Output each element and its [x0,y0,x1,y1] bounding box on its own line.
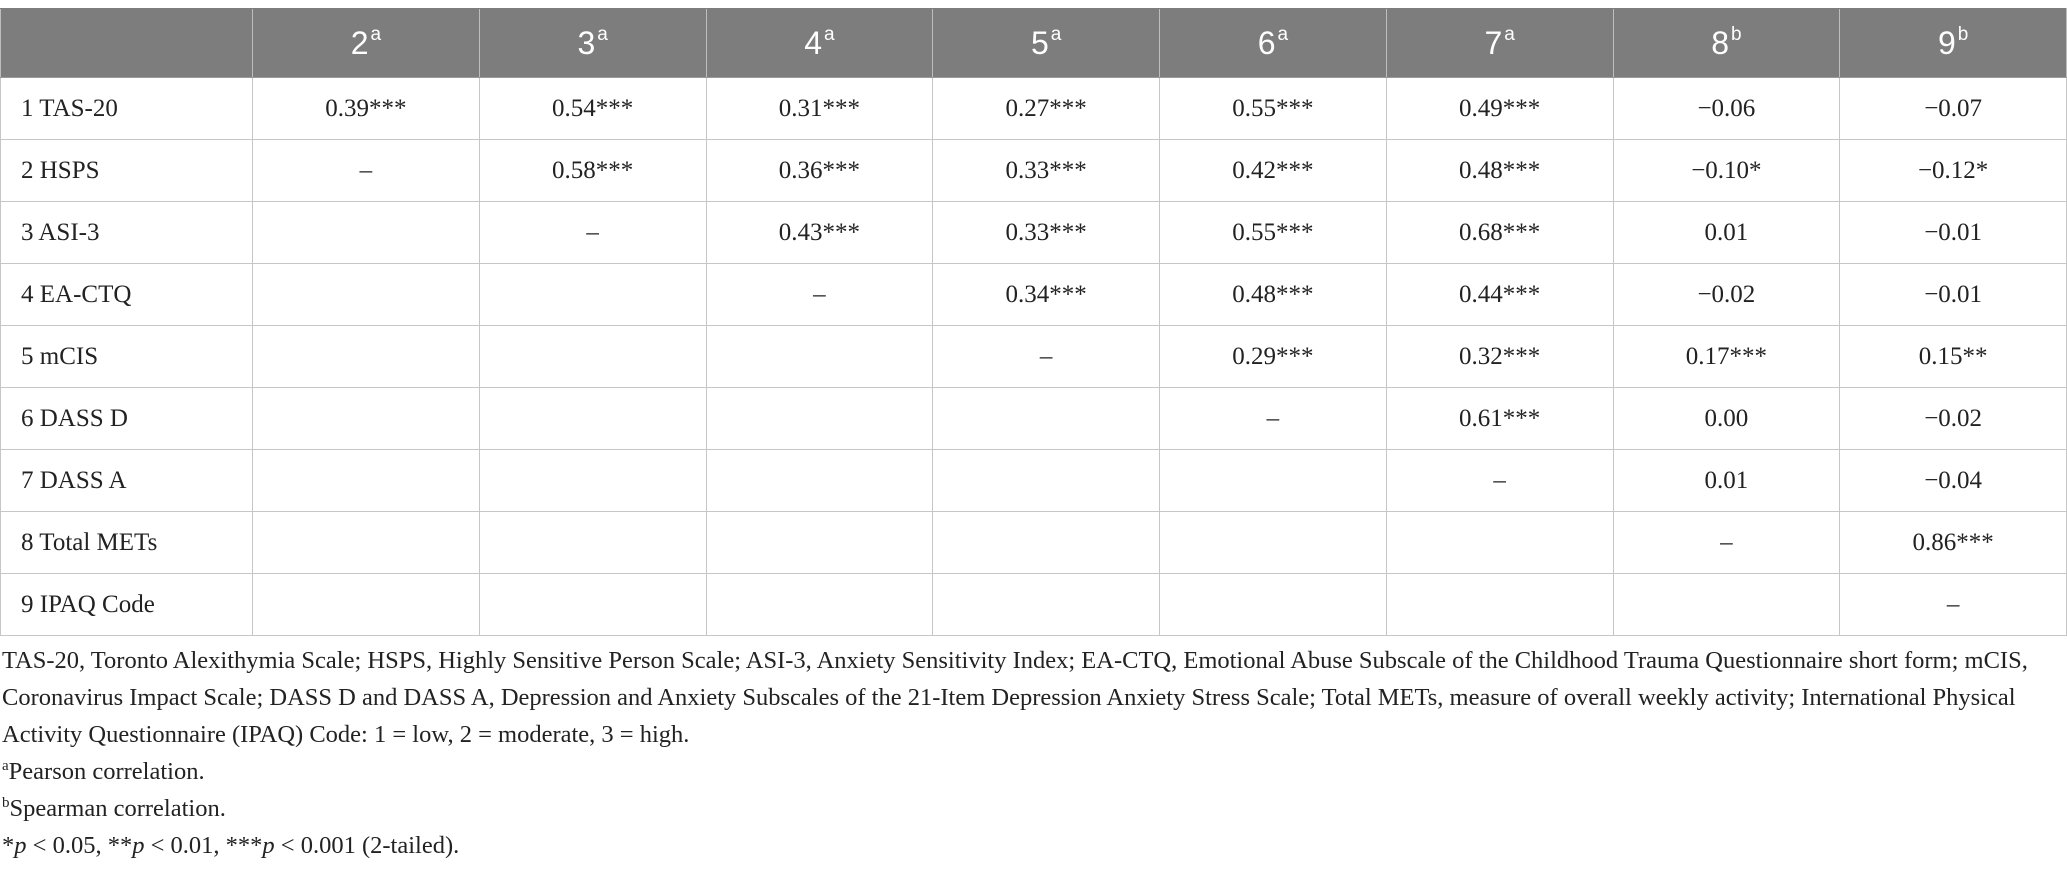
table-cell: 0.17*** [1613,326,1840,388]
table-cell [706,512,933,574]
table-cell: −0.02 [1840,388,2067,450]
table-cell [253,326,480,388]
table-cell: −0.10* [1613,140,1840,202]
table-header [1,9,2067,78]
header-col-8 [1613,9,1840,78]
table-cell: – [1160,388,1387,450]
p-symbol: p [262,832,275,859]
header-col-7 [1386,9,1613,78]
table-row [1,574,2067,636]
table-cell: 0.43*** [706,202,933,264]
row-label: 2 HSPS [1,140,253,202]
footnote-text: Spearman correlation. [9,795,226,822]
header-col-number: 3 [577,24,596,61]
table-cell: – [1386,450,1613,512]
table-cell [479,450,706,512]
table-cell: 0.86*** [1840,512,2067,574]
table-cell: −0.01 [1840,264,2067,326]
table-cell: −0.02 [1613,264,1840,326]
table-row [1,264,2067,326]
table-cell: – [479,202,706,264]
table-cell [479,264,706,326]
footnote-b [2,790,2059,827]
table-cell [706,388,933,450]
table-cell: – [706,264,933,326]
table-cell: 0.42*** [1160,140,1387,202]
table-cell: 0.36*** [706,140,933,202]
header-col-5 [933,9,1160,78]
table-cell: – [933,326,1160,388]
table-cell [933,388,1160,450]
table-row [1,450,2067,512]
row-label: 4 EA-CTQ [1,264,253,326]
sig-threshold-3: < 0.001 (2-tailed). [274,832,460,859]
correlation-table-figure [0,8,2067,864]
header-col-number: 8 [1711,24,1729,61]
table-cell: 0.01 [1613,450,1840,512]
header-col-3 [479,9,706,78]
table-cell: 0.54*** [479,78,706,140]
table-cell: 0.31*** [706,78,933,140]
footnote-mark: b [2,795,10,811]
table-row [1,326,2067,388]
p-symbol: p [132,832,145,859]
sig-stars-1: * [2,832,15,859]
table-cell: 0.44*** [1386,264,1613,326]
table-cell: −0.04 [1840,450,2067,512]
footnote-a [2,753,2059,790]
table-cell: – [253,140,480,202]
table-cell: 0.01 [1613,202,1840,264]
table-cell [479,388,706,450]
sig-threshold-2: < 0.01, [144,832,226,859]
row-label: 7 DASS A [1,450,253,512]
header-col-6 [1160,9,1387,78]
table-cell: 0.32*** [1386,326,1613,388]
table-row [1,512,2067,574]
table-cell: −0.01 [1840,202,2067,264]
table-cell: 0.68*** [1386,202,1613,264]
header-col-9 [1840,9,2067,78]
header-col-superscript: b [1730,24,1742,46]
table-cell [706,450,933,512]
abbreviations-note: TAS-20, Toronto Alexithymia Scale; HSPS, Highly Sensitive Person Scale; ASI-3, Anxiety Sensitivity Index; EA-CTQ, Emotional Abuse Subscale of the Childhood Trauma Questionnaire short form; mCIS, Coronavirus Impact Scale; DASS D and DASS A, Depression and Anxiety Subscales of the 21-Item Depression Anxiety Stress Scale; Total METs, measure of overall weekly activity; International Physical Activity Questionnaire (IPAQ) Code: 1 = low, 2 = moderate, 3 = high. [2,647,2028,748]
row-label: 9 IPAQ Code [1,574,253,636]
table-cell [479,512,706,574]
header-col-superscript: a [1277,24,1289,46]
header-col-superscript: b [1957,24,1969,46]
header-col-4 [706,9,933,78]
table-cell [253,202,480,264]
significance-note [2,827,2059,864]
header-col-superscript: a [597,24,608,46]
table-cell [933,574,1160,636]
table-cell: 0.39*** [253,78,480,140]
table-cell [706,574,933,636]
table-row [1,140,2067,202]
footnote-mark: a [2,758,9,774]
table-cell: 0.48*** [1160,264,1387,326]
table-cell: 0.00 [1613,388,1840,450]
p-symbol: p [14,832,27,859]
row-label: 8 Total METs [1,512,253,574]
table-cell: 0.27*** [933,78,1160,140]
row-label: 1 TAS-20 [1,78,253,140]
header-col-superscript: a [370,24,382,46]
table-cell: 0.55*** [1160,202,1387,264]
header-col-superscript: a [1050,24,1062,46]
sig-threshold-1: < 0.05, [26,832,108,859]
table-row [1,78,2067,140]
table-cell: 0.61*** [1386,388,1613,450]
table-cell: −0.06 [1613,78,1840,140]
table-cell [253,512,480,574]
footnote-text: Pearson correlation. [8,758,205,785]
table-cell [1160,450,1387,512]
header-col-number: 9 [1937,24,1956,61]
table-cell: −0.12* [1840,140,2067,202]
table-cell [253,450,480,512]
table-cell [253,264,480,326]
header-col-number: 2 [350,24,369,61]
table-cell: 0.33*** [933,140,1160,202]
table-cell: 0.34*** [933,264,1160,326]
header-col-superscript: a [823,24,835,46]
table-cell: 0.58*** [479,140,706,202]
table-body [1,78,2067,636]
table-cell: 0.15** [1840,326,2067,388]
header-col-superscript: a [1504,24,1515,46]
sig-stars-2: ** [107,832,133,859]
header-corner-cell [1,9,253,78]
table-row [1,202,2067,264]
row-label: 6 DASS D [1,388,253,450]
table-cell: 0.48*** [1386,140,1613,202]
header-col-number: 7 [1484,24,1503,61]
table-cell: – [1840,574,2067,636]
table-cell: 0.29*** [1160,326,1387,388]
table-cell [253,388,480,450]
sig-stars-3: *** [225,832,263,859]
header-col-2 [253,9,480,78]
table-cell [479,574,706,636]
row-label: 5 mCIS [1,326,253,388]
table-cell [1160,512,1387,574]
table-cell [706,326,933,388]
table-cell: 0.55*** [1160,78,1387,140]
header-row [1,9,2067,78]
table-cell [479,326,706,388]
table-cell: – [1613,512,1840,574]
header-col-number: 4 [804,24,822,61]
header-col-number: 5 [1030,24,1049,61]
correlation-table [0,8,2067,636]
table-notes [0,642,2067,864]
table-cell [1386,512,1613,574]
table-cell [933,512,1160,574]
table-cell: 0.33*** [933,202,1160,264]
table-cell [253,574,480,636]
row-label: 3 ASI-3 [1,202,253,264]
table-row [1,388,2067,450]
table-cell [933,450,1160,512]
table-cell: −0.07 [1840,78,2067,140]
table-cell: 0.49*** [1386,78,1613,140]
table-cell [1160,574,1387,636]
table-cell [1613,574,1840,636]
header-col-number: 6 [1257,24,1276,61]
table-cell [1386,574,1613,636]
